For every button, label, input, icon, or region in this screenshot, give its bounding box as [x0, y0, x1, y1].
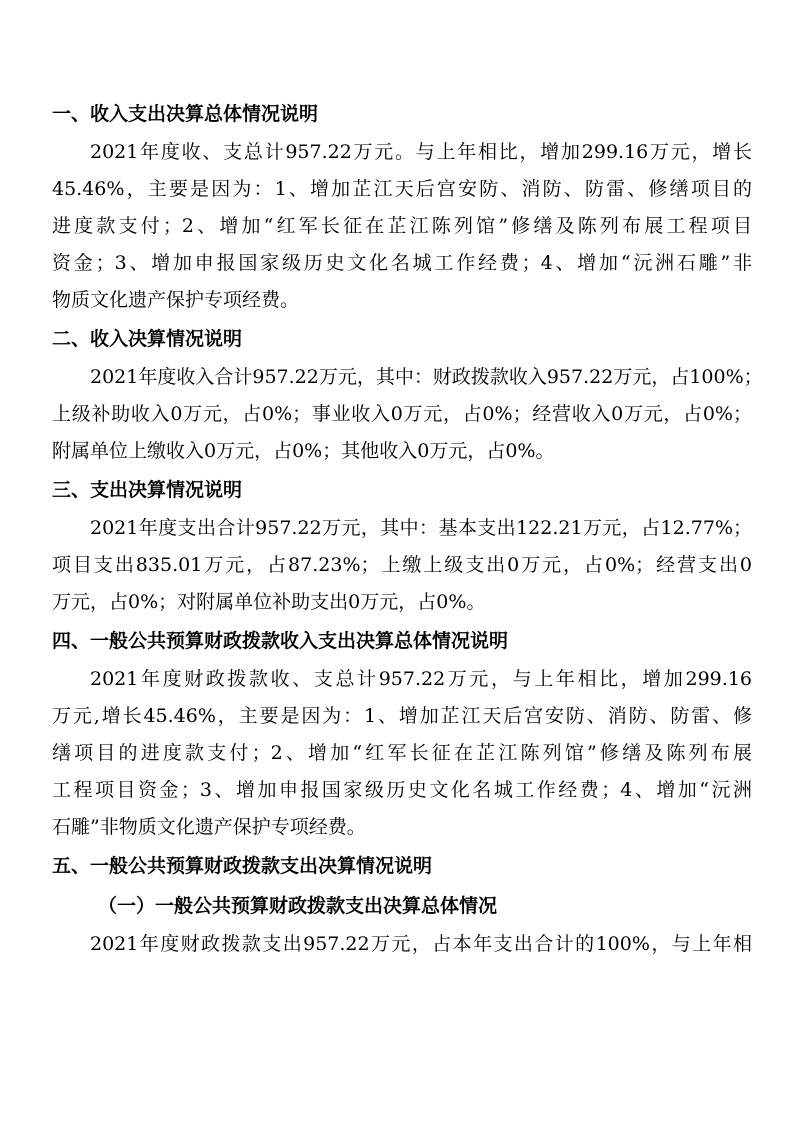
- paragraph-line: 2021年度财政拨款收、支总计957.22万元，与上年相比，增加299.16: [90, 668, 752, 690]
- section-heading: 四、一般公共预算财政拨款收入支出决算总体情况说明: [52, 630, 509, 652]
- paragraph-line: 工程项目资金；3、增加申报国家级历史文化名城工作经费；4、增加“沅洲: [52, 779, 752, 801]
- paragraph-line: 进度款支付；2、增加“红军长征在芷江陈列馆”修缮及陈列布展工程项目: [52, 215, 752, 237]
- paragraph-line: 万元,增长45.46%，主要是因为：1、增加芷江天后宫安防、消防、防雷、修: [52, 705, 752, 727]
- paragraph-line: 2021年度收、支总计957.22万元。与上年相比，增加299.16万元，增长: [90, 141, 752, 163]
- paragraph-line: 缮项目的进度款支付；2、增加“红军长征在芷江陈列馆”修缮及陈列布展: [52, 742, 752, 764]
- section-paragraph: [52, 926, 752, 963]
- section-subheading: （一）一般公共预算财政拨款支出决算总体情况: [98, 895, 498, 917]
- paragraph-line: 石雕”非物质文化遗产保护专项经费。: [52, 816, 366, 838]
- section-heading: 三、支出决算情况说明: [52, 479, 243, 501]
- paragraph-line: 2021年度收入合计957.22万元，其中：财政拨款收入957.22万元，占100%；: [90, 366, 763, 388]
- section-expenditure: [52, 470, 752, 621]
- section-paragraph: [52, 661, 752, 846]
- paragraph-line: 物质文化遗产保护专项经费。: [52, 289, 300, 311]
- section-heading: 五、一般公共预算财政拨款支出决算情况说明: [52, 855, 433, 877]
- section-heading: 一、收入支出决算总体情况说明: [52, 103, 319, 125]
- section-heading: 二、收入决算情况说明: [52, 328, 243, 350]
- section-paragraph: [52, 510, 752, 621]
- paragraph-line: 附属单位上缴收入0万元，占0%；其他收入0万元，占0%。: [52, 440, 555, 462]
- section-income: [52, 319, 763, 470]
- paragraph-line: 项目支出835.01万元，占87.23%；上缴上级支出0万元，占0%；经营支出0: [52, 554, 752, 576]
- paragraph-line: 资金；3、增加申报国家级历史文化名城工作经费；4、增加“沅洲石雕”非: [52, 252, 752, 274]
- paragraph-line: 2021年度支出合计957.22万元，其中：基本支出122.21万元，占12.77%；: [90, 517, 752, 539]
- section-income-expenditure-overview: [52, 94, 752, 319]
- section-fiscal-allocation-overview: [52, 621, 752, 846]
- section-paragraph: [52, 359, 763, 470]
- section-fiscal-allocation-expenditure: [52, 846, 752, 963]
- paragraph-line: 上级补助收入0万元，占0%；事业收入0万元，占0%；经营收入0万元，占0%；: [52, 403, 752, 425]
- document-page: [52, 94, 763, 963]
- paragraph-line: 2021年度财政拨款支出957.22万元，占本年支出合计的100%，与上年相: [90, 933, 752, 955]
- section-paragraph: [52, 134, 752, 319]
- paragraph-line: 万元，占0%；对附属单位补助支出0万元，占0%。: [52, 591, 486, 613]
- paragraph-line: 45.46%，主要是因为：1、增加芷江天后宫安防、消防、防雷、修缮项目的: [52, 178, 752, 200]
